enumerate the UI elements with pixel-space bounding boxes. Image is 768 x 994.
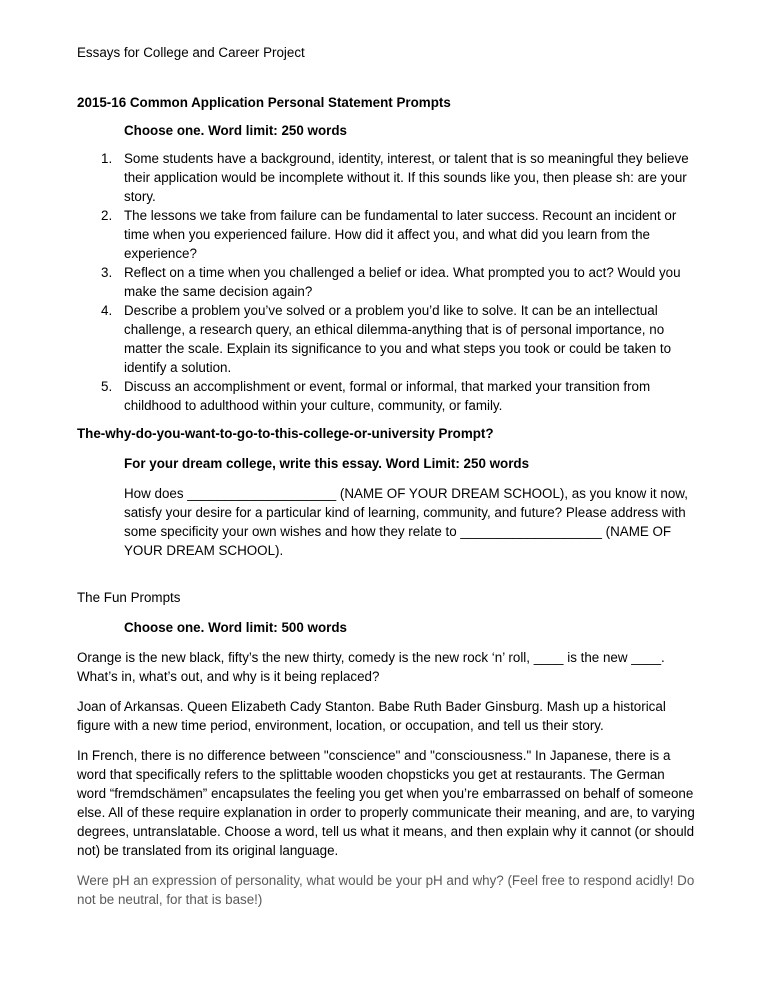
fun-prompt-paragraph: In French, there is no difference between "conscience" and "consciousness." In Japanese, there is a word that specifically refers to the splittable wooden chopsticks you get at restaurants. The German word “fremdschämen” encapsulates the feeling you get when you’re embarrassed on behalf of someone else. All of these require explanation in order to properly communicate their meaning, and are, to varying degrees, untranslatable. Choose a word, tell us what it means, and then explain why it cannot (or should not) be translated from its original language.: [77, 748, 695, 858]
why-college-body: How does ____________________ (NAME OF YOUR DREAM SCHOOL), as you know it now, satisfy your desire for a particular kind of learning, community, and future? Please address with some specificity your own wishes and how they relate to ___________________ (NAME OF YOUR DREAM SCHOOL).: [124, 486, 688, 558]
prompt-text: Discuss an accomplishment or event, formal or informal, that marked your transition from childhood to adulthood within your culture, community, or family.: [124, 379, 651, 413]
prompt-item: [101, 149, 697, 206]
fun-instruction: Choose one. Word limit: 500 words: [124, 620, 347, 635]
prompt-number: 4.: [101, 303, 113, 318]
fun-prompt-paragraph: Were pH an expression of personality, what would be your pH and why? (Feel free to respond acidly! Do not be neutral, for that is base!): [77, 873, 695, 907]
prompt-number: 1.: [101, 151, 113, 166]
common-app-heading: 2015-16 Common Application Personal Statement Prompts: [77, 95, 451, 110]
why-college-heading: The-why-do-you-want-to-go-to-this-college-or-university Prompt?: [77, 426, 494, 441]
prompt-text: Describe a problem you’ve solved or a problem you’d like to solve. It can be an intellectual challenge, a research query, an ethical dilemma-anything that is of personal importance, no matter the scale. Explain its significance to you and what steps you took or could be taken to identify a solution.: [124, 303, 672, 375]
prompt-number: 5.: [101, 379, 113, 394]
prompt-number: 2.: [101, 208, 113, 223]
common-app-prompt-list: [77, 149, 697, 415]
prompt-item: [101, 206, 697, 263]
fun-prompt-paragraph: Joan of Arkansas. Queen Elizabeth Cady Stanton. Babe Ruth Bader Ginsburg. Mash up a historical figure with a new time period, environment, location, or occupation, and tell us their story.: [77, 699, 666, 733]
prompt-text: Reflect on a time when you challenged a belief or idea. What prompted you to act? Would you make the same decision again?: [124, 265, 681, 299]
common-app-instruction: Choose one. Word limit: 250 words: [124, 123, 347, 138]
fun-heading: The Fun Prompts: [77, 590, 181, 605]
prompt-item: [101, 377, 697, 415]
prompt-text: The lessons we take from failure can be fundamental to later success. Recount an incident or time when you experienced failure. How did it affect you, and what did you learn from the experience?: [124, 208, 677, 261]
page-header: Essays for College and Career Project: [77, 45, 305, 60]
document-body: [77, 93, 697, 909]
prompt-text: Some students have a background, identity, interest, or talent that is so meaningful they believe their application would be incomplete without it. If this sounds like you, then please sh: are your story.: [124, 151, 689, 204]
prompt-number: 3.: [101, 265, 113, 280]
prompt-item: [101, 263, 697, 301]
prompt-item: [101, 301, 697, 377]
why-college-instruction: For your dream college, write this essay. Word Limit: 250 words: [124, 456, 530, 471]
fun-prompt-paragraph: Orange is the new black, fifty’s the new thirty, comedy is the new rock ‘n’ roll, ____ is the new ____. What’s in, what’s out, and why is it being replaced?: [77, 650, 665, 684]
